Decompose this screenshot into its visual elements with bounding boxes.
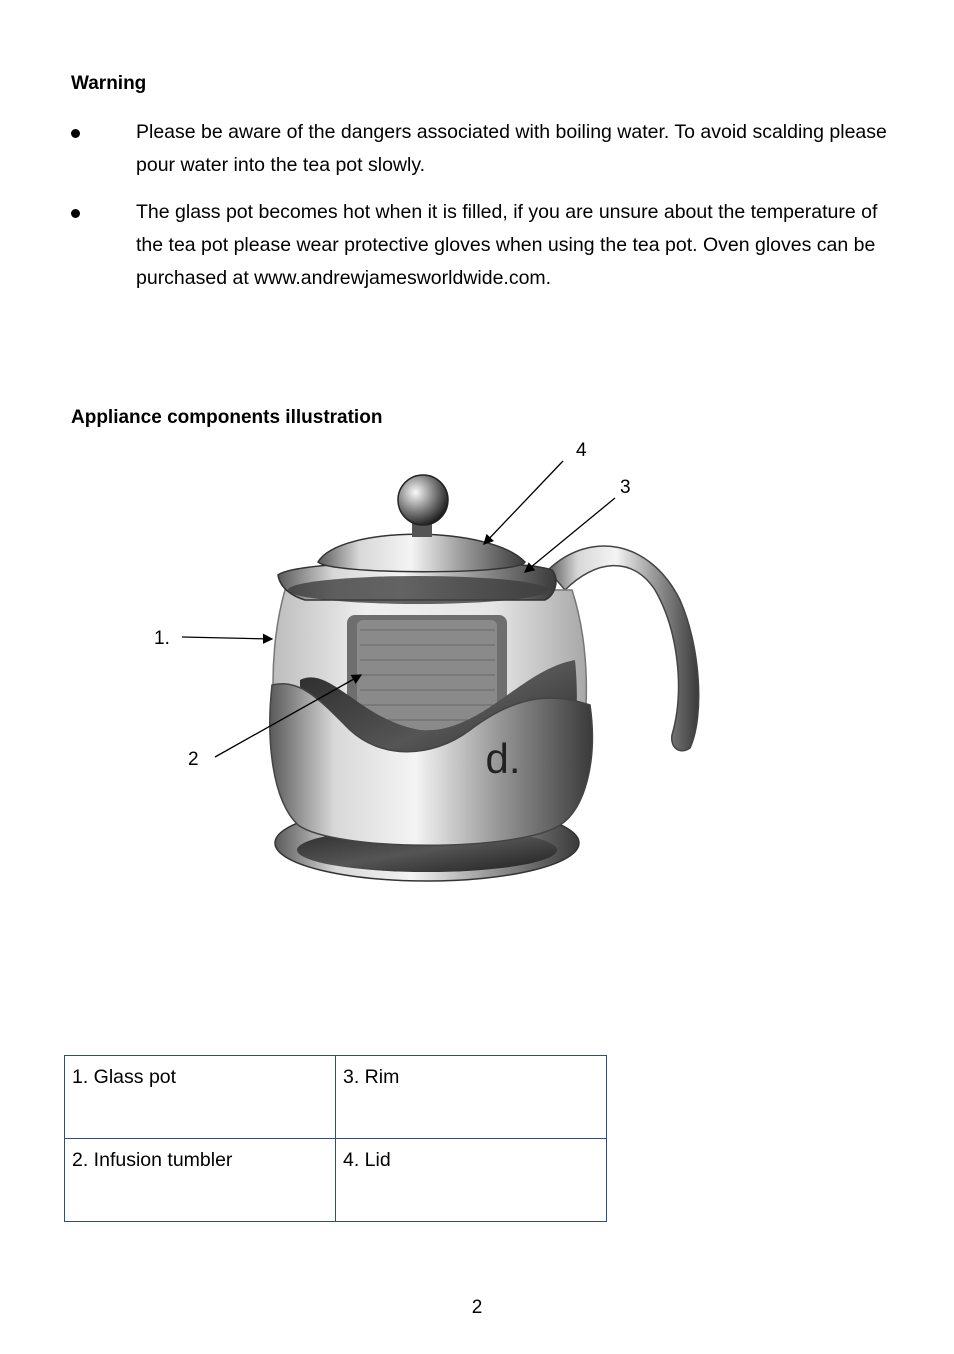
warning-list	[71, 116, 891, 309]
bullet-icon	[71, 209, 80, 218]
warning-text-2: The glass pot becomes hot when it is filled, if you are unsure about the temperature of the tea pot please wear protective gloves when using the tea pot. Oven gloves can be purchased at www.andrewjamesworldwide.com.	[136, 201, 878, 289]
lid-knob	[398, 475, 448, 525]
callout-label-2: 2	[188, 749, 199, 770]
page-number: 2	[471, 1297, 483, 1318]
warning-bullet	[71, 196, 891, 295]
table-cell: 1. Glass pot	[65, 1056, 336, 1139]
illustration-heading: Appliance components illustration	[71, 407, 383, 428]
table-cell: 3. Rim	[336, 1056, 607, 1139]
teapot-figure	[0, 430, 954, 910]
brand-logo: d.	[485, 735, 521, 782]
warning-bullet	[71, 116, 891, 182]
table-cell: 4. Lid	[336, 1139, 607, 1222]
callout-label-3: 3	[620, 477, 631, 498]
components-table	[64, 1055, 607, 1222]
callout-label-1: 1.	[154, 628, 170, 649]
callout-label-4: 4	[576, 440, 587, 461]
bullet-icon	[71, 129, 80, 138]
teapot-illustration	[0, 430, 954, 910]
warning-text-1: Please be aware of the dangers associated with boiling water. To avoid scalding please pour water into the tea pot slowly.	[136, 121, 887, 176]
table-row	[65, 1056, 607, 1139]
warning-heading: Warning	[71, 73, 147, 94]
table-cell: 2. Infusion tumbler	[65, 1139, 336, 1222]
table-row	[65, 1139, 607, 1222]
